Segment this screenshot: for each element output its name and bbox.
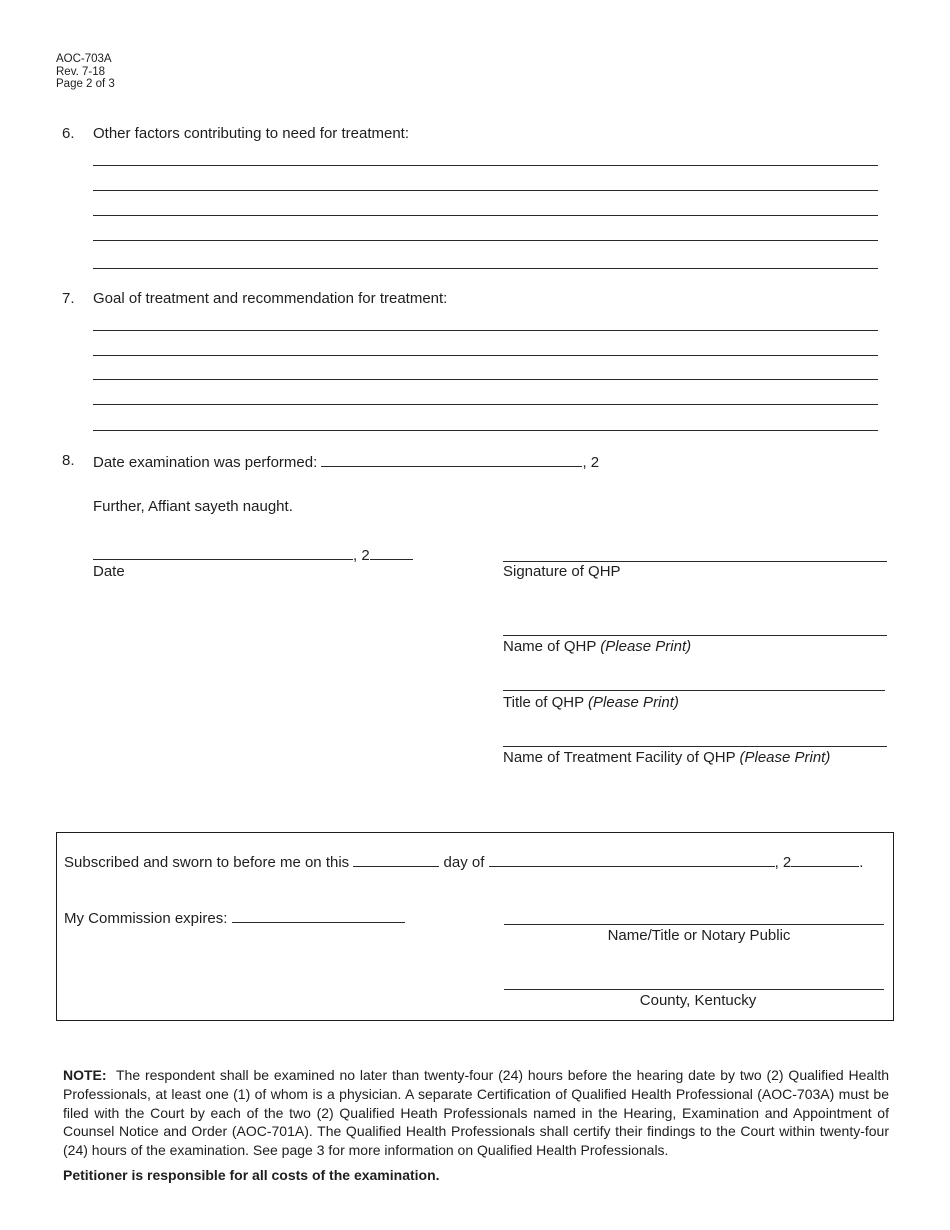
item-6-answer-line[interactable]: [93, 240, 878, 241]
form-id: AOC-703A: [56, 53, 112, 65]
affiant-date-field[interactable]: [93, 545, 353, 560]
print-hint: (Please Print): [739, 749, 831, 766]
form-header: [56, 53, 115, 91]
item-7-answer-line[interactable]: [93, 430, 878, 431]
signature-line[interactable]: [503, 561, 887, 562]
qhp-name-line[interactable]: [503, 635, 887, 636]
signature-label: Signature of QHP: [503, 563, 621, 580]
note-label: NOTE:: [63, 1067, 107, 1083]
item-7-answer-line[interactable]: [93, 330, 878, 331]
sworn-year-field[interactable]: [791, 852, 859, 867]
item-7-label: Goal of treatment and recommendation for treatment:: [93, 290, 448, 307]
affiant-date-row: [93, 545, 413, 564]
qhp-title-label-row: [503, 694, 679, 711]
sworn-day-field[interactable]: [353, 852, 439, 867]
sworn-year-prefix: , 2: [774, 854, 792, 871]
commission-date-field[interactable]: [232, 908, 405, 923]
print-hint: (Please Print): [588, 694, 679, 711]
item-7-answer-line[interactable]: [93, 379, 878, 380]
item-6-number: 6.: [62, 125, 75, 142]
commission-row: [64, 908, 405, 927]
qhp-title-label: Title of QHP: [503, 694, 584, 711]
qhp-name-label: Name of QHP: [503, 638, 597, 655]
commission-label: My Commission expires:: [64, 910, 228, 927]
sworn-row: [64, 852, 863, 871]
page-number: Page 2 of 3: [56, 78, 115, 90]
item-8-label: Date examination was performed:: [93, 454, 318, 471]
cost-statement: Petitioner is responsible for all costs of the examination.: [63, 1167, 440, 1183]
qhp-facility-label-row: [503, 749, 830, 766]
item-6-answer-line[interactable]: [93, 268, 878, 269]
qhp-facility-label: Name of Treatment Facility of QHP: [503, 749, 736, 766]
item-8-row: [93, 452, 599, 471]
qhp-title-line[interactable]: [503, 690, 885, 691]
item-8-number: 8.: [62, 452, 75, 469]
county-label: County, Kentucky: [639, 992, 757, 1009]
affiant-year-field[interactable]: [370, 545, 413, 560]
print-hint: (Please Print): [600, 638, 692, 655]
exam-year-prefix: , 2: [582, 454, 600, 471]
affiant-statement: Further, Affiant sayeth naught.: [93, 498, 293, 515]
notary-signature-line[interactable]: [504, 924, 884, 925]
note-text: The respondent shall be examined no later than twenty-four (24) hours before the hearing date by two (2) Qualified Health Professionals, at least one (1) of whom is a physician. A separate Certification of Qualified Health Professional (AOC-703A) must be filed with the Court by each of the two (2) Qualified Heath Professionals named in the Hearing, Examination and Appointment of Counsel Notice and Order (AOC-701A). The Qualified Health Professionals shall certify their findings to the Court within twenty-four (24) hours of the examination. See page 3 for more information on Qualified Health Professionals.: [63, 1067, 889, 1159]
qhp-facility-line[interactable]: [503, 746, 887, 747]
item-7-number: 7.: [62, 290, 75, 307]
form-revision: Rev. 7-18: [56, 65, 106, 78]
item-7-answer-line[interactable]: [93, 355, 878, 356]
note-paragraph: [63, 1066, 889, 1160]
day-of-label: day of: [443, 854, 485, 871]
sworn-period: .: [859, 854, 864, 871]
item-6-answer-line[interactable]: [93, 165, 878, 166]
sworn-month-field[interactable]: [489, 852, 775, 867]
item-6-answer-line[interactable]: [93, 190, 878, 191]
date-label: Date: [93, 563, 125, 580]
item-7-answer-line[interactable]: [93, 404, 878, 405]
county-line[interactable]: [504, 989, 884, 990]
item-6-answer-line[interactable]: [93, 215, 878, 216]
notary-label: Name/Title or Notary Public: [607, 927, 791, 944]
item-6-label: Other factors contributing to need for treatment:: [93, 125, 409, 142]
qhp-name-label-row: [503, 638, 691, 655]
affiant-year-prefix: , 2: [353, 547, 370, 564]
exam-date-field[interactable]: [321, 452, 582, 467]
sworn-prefix: Subscribed and sworn to before me on this: [64, 854, 350, 871]
